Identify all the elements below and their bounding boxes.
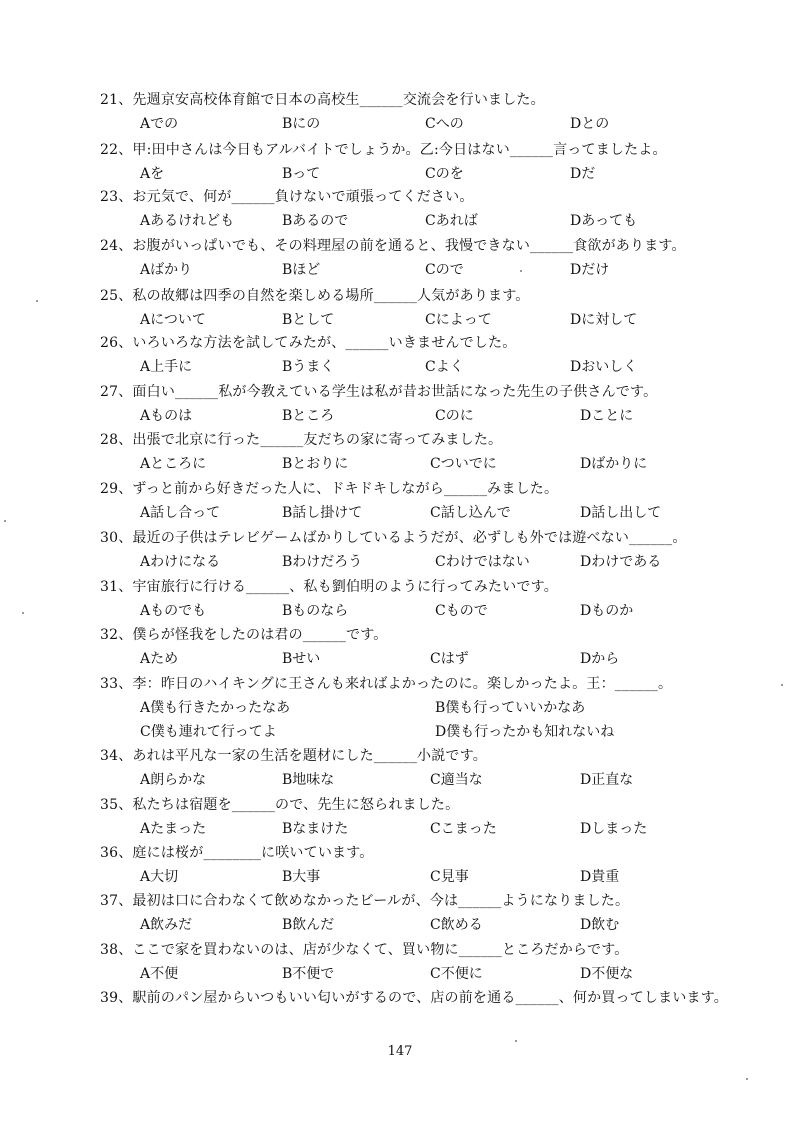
option-c: Cよく — [425, 359, 464, 375]
question-22 — [100, 138, 790, 186]
option-b: Bとおりに — [282, 456, 349, 472]
option-b: Bとして — [282, 312, 335, 328]
option-b: B大事 — [282, 869, 321, 885]
question-stem: 30、最近の子供はテレビゲームばかりしているようだが、必ずしも外では遊べない______。 — [100, 530, 687, 546]
option-b: Bせい — [282, 651, 321, 667]
question-stem: 34、あれは平凡な一家の生活を題材にした______小説です。 — [100, 748, 487, 764]
scan-speck — [781, 684, 783, 686]
question-stem: 21、先週京安高校体育館で日本の高校生______交流会を行いました。 — [100, 92, 545, 108]
option-c: Cのに — [435, 408, 474, 424]
scan-speck — [520, 270, 522, 272]
question-stem: 37、最初は口に合わなくて飲めなかったビールが、今は______ようになりました。 — [100, 893, 630, 909]
option-b: Bあるので — [282, 213, 349, 229]
option-d: Dおいしく — [570, 359, 638, 375]
answer-options — [100, 258, 790, 282]
option-c: Cあれば — [425, 213, 478, 229]
option-a: A飲みだ — [140, 917, 193, 933]
question-stem: 25、私の故郷は四季の自然を楽しめる場所______人気があります。 — [100, 288, 530, 304]
option-a: Aについて — [140, 312, 206, 328]
question-29 — [100, 477, 790, 525]
option-d: Dことに — [580, 408, 634, 424]
option-a: A話し合って — [140, 505, 221, 521]
answer-options — [100, 550, 790, 574]
option-a: Aでの — [140, 116, 179, 132]
question-stem: 32、僕らが怪我をしたのは君の______です。 — [100, 627, 388, 643]
question-stem: 23、お元気で、何が______負けないで頑張ってください。 — [100, 189, 474, 205]
answer-options — [100, 865, 790, 889]
option-b: B話し掛けて — [282, 505, 363, 521]
page-number: 147 — [387, 1044, 413, 1059]
question-33 — [100, 672, 790, 744]
option-a: Aばかり — [140, 262, 193, 278]
question-35 — [100, 793, 790, 841]
answer-options — [100, 404, 790, 428]
scan-speck — [515, 1040, 517, 1042]
question-26 — [100, 331, 790, 379]
option-d: Dあっても — [570, 213, 638, 229]
option-c: Cので — [425, 262, 464, 278]
question-36 — [100, 841, 790, 889]
option-c: Cはず — [430, 651, 469, 667]
option-b: Bうまく — [282, 359, 335, 375]
option-a: Aを — [140, 166, 165, 182]
option-c: C飲める — [430, 917, 483, 933]
question-31 — [100, 575, 790, 623]
option-d: D不便な — [580, 966, 634, 982]
option-b: B飲んだ — [282, 917, 335, 933]
option-a: Aところに — [140, 456, 207, 472]
option-d: Dだけ — [570, 262, 610, 278]
option-d: D僕も行ったかも知れないね — [435, 724, 615, 740]
answer-options — [100, 355, 790, 379]
option-d: D飲む — [580, 917, 620, 933]
question-stem: 31、宇宙旅行に行ける______、私も劉伯明のように行ってみたいです。 — [100, 579, 558, 595]
option-c: C僕も連れて行ってよ — [140, 724, 277, 740]
question-stem: 26、いろいろな方法を試してみたが、______いきませんでした。 — [100, 335, 517, 351]
question-28 — [100, 428, 790, 476]
question-25 — [100, 284, 790, 332]
option-d: Dしまった — [580, 821, 648, 837]
question-stem: 28、出張で北京に行った______友だちの家に寄ってみました。 — [100, 432, 503, 448]
answer-options — [100, 209, 790, 233]
option-b: Bわけだろう — [282, 554, 363, 570]
option-c: Cへの — [425, 116, 464, 132]
option-a: Aわけになる — [140, 554, 221, 570]
answer-options — [100, 452, 790, 476]
answer-options — [100, 647, 790, 671]
question-21 — [100, 88, 790, 136]
option-b: Bなまけた — [282, 821, 349, 837]
scan-speck — [4, 520, 6, 522]
option-d: D正直な — [580, 772, 634, 788]
question-27 — [100, 380, 790, 428]
option-a: Aあるけれども — [140, 213, 235, 229]
option-a: A僕も行きたかったなあ — [140, 700, 291, 716]
option-d: Dから — [580, 651, 620, 667]
question-38 — [100, 938, 790, 986]
option-c: Cわけではない — [435, 554, 530, 570]
option-d: Dばかりに — [580, 456, 648, 472]
scan-speck — [36, 300, 38, 302]
answer-options — [100, 501, 790, 525]
option-d: D貴重 — [580, 869, 620, 885]
option-c: C見事 — [430, 869, 469, 885]
option-c: C話し込んで — [430, 505, 511, 521]
answer-options — [100, 962, 790, 986]
option-c: Cもので — [435, 603, 488, 619]
question-stem: 29、ずっと前から好きだった人に、ドキドキしながら______みました。 — [100, 481, 559, 497]
scan-speck — [22, 612, 24, 614]
answer-options — [100, 913, 790, 937]
answer-options — [100, 162, 790, 186]
option-c: Cこまった — [430, 821, 497, 837]
option-c: Cのを — [425, 166, 464, 182]
option-a: Aものは — [140, 408, 193, 424]
option-b: Bところ — [282, 408, 335, 424]
question-stem: 22、甲:田中さんは今日もアルバイトでしょうか。乙:今日はない______言ってましたよ。 — [100, 142, 667, 158]
question-stem: 39、駅前のパン屋からいつもいい匂いがするので、店の前を通る______、何か買ってしまいます。 — [100, 990, 729, 1006]
scan-speck — [746, 1078, 748, 1080]
option-d: D話し出して — [580, 505, 662, 521]
question-stem: 36、庭には桜が________に咲いています。 — [100, 845, 374, 861]
question-stem: 33、李：昨日のハイキングに王さんも来ればよかったのに。楽しかったよ。王：______。 — [100, 676, 673, 692]
question-30 — [100, 526, 790, 574]
question-stem: 35、私たちは宿題を______ので、先生に怒られました。 — [100, 797, 460, 813]
question-37 — [100, 889, 790, 937]
answer-options — [100, 696, 790, 744]
question-stem: 38、ここで家を買わないのは、店が少なくて、買い物に______ところだからです。 — [100, 942, 629, 958]
option-c: Cによって — [425, 312, 492, 328]
option-d: Dとの — [570, 116, 610, 132]
question-39 — [100, 986, 760, 1010]
option-a: A不便 — [140, 966, 179, 982]
option-d: Dに対して — [570, 312, 638, 328]
option-a: Aたまった — [140, 821, 207, 837]
option-b: B不便で — [282, 966, 335, 982]
option-a: A朗らかな — [140, 772, 207, 788]
question-stem: 24、お腹がいっぱいでも、その料理屋の前を通ると、我慢できない______食欲があります。 — [100, 238, 686, 254]
option-a: A上手に — [140, 359, 193, 375]
answer-options — [100, 112, 790, 136]
option-d: Dものか — [580, 603, 634, 619]
answer-options — [100, 768, 790, 792]
question-34 — [100, 744, 790, 792]
option-c: C適当な — [430, 772, 483, 788]
option-b: Bにの — [282, 116, 321, 132]
option-d: Dわけである — [580, 554, 662, 570]
option-a: Aため — [140, 651, 179, 667]
question-32 — [100, 623, 790, 671]
answer-options — [100, 599, 790, 623]
option-c: Cついでに — [430, 456, 497, 472]
option-b: Bって — [282, 166, 321, 182]
answer-options — [100, 817, 790, 841]
option-b: Bほど — [282, 262, 321, 278]
option-d: Dだ — [570, 166, 596, 182]
option-a: A大切 — [140, 869, 179, 885]
question-24 — [100, 234, 790, 282]
option-b: B僕も行っていいかなあ — [435, 700, 586, 716]
option-c: C不便に — [430, 966, 483, 982]
option-a: Aものでも — [140, 603, 207, 619]
option-b: B地味な — [282, 772, 335, 788]
question-stem: 27、面白い______私が今教えている学生は私が昔お世話になった先生の子供さんです。 — [100, 384, 658, 400]
option-b: Bものなら — [282, 603, 349, 619]
answer-options — [100, 308, 790, 332]
question-23 — [100, 185, 790, 233]
